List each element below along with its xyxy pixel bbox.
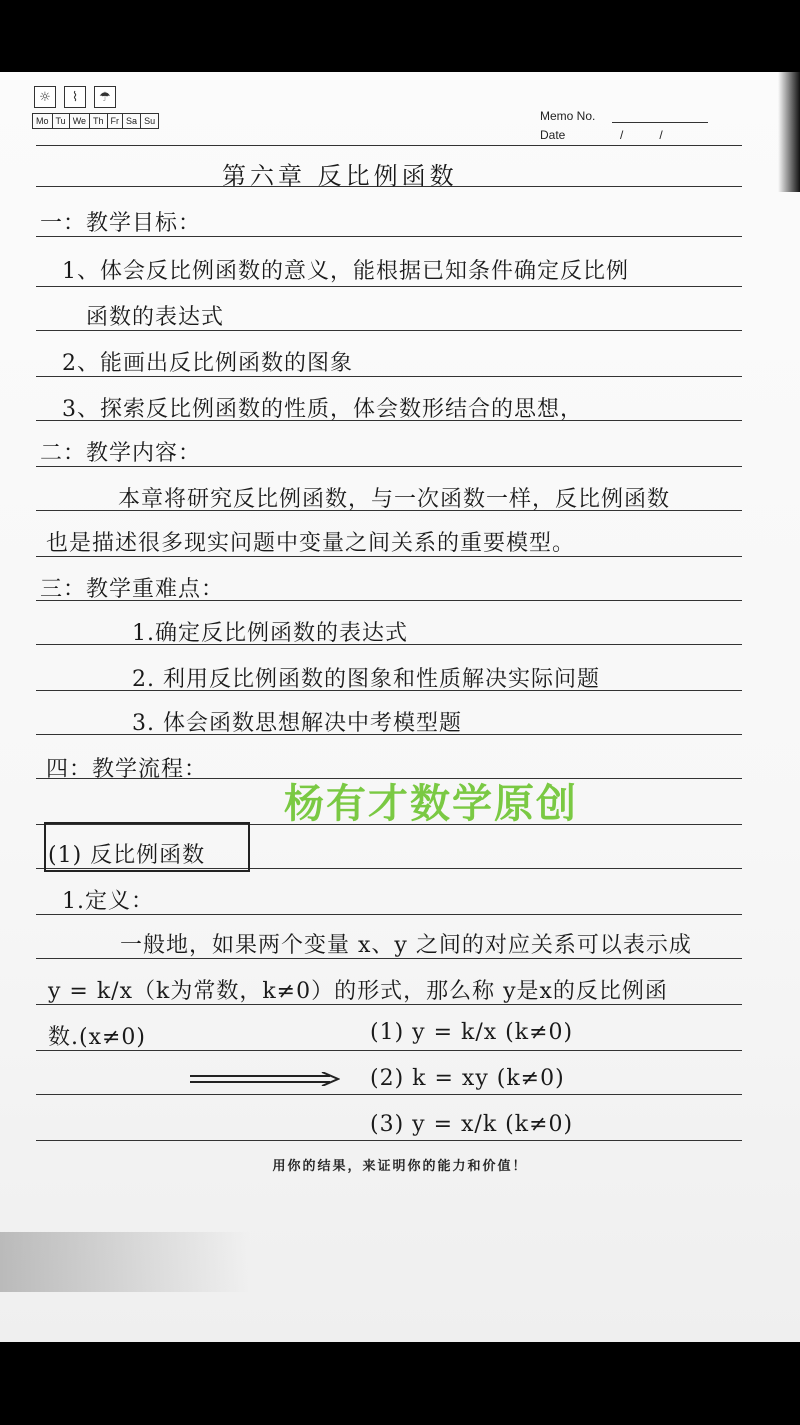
definition-line-a: 一般地，如果两个变量 x、y 之间的对应关系可以表示成 xyxy=(120,933,692,958)
section-3-heading: 三：教学重难点： xyxy=(40,577,225,602)
page-edge-shadow xyxy=(778,72,800,192)
objective-2: 2、能画出反比例函数的图象 xyxy=(62,351,353,376)
ruled-line xyxy=(36,145,742,146)
weekday-fr: Fr xyxy=(108,114,124,128)
objective-1-line-a: 1、体会反比例函数的意义，能根据已知条件确定反比例 xyxy=(62,259,629,284)
objective-3: 3、探索反比例函数的性质，体会数形结合的思想， xyxy=(62,397,583,422)
weekday-we: We xyxy=(70,114,90,128)
section-1-heading: 一：教学目标： xyxy=(40,211,202,236)
definition-line-c: 数.(x≠0) xyxy=(48,1025,146,1050)
content-line-a: 本章将研究反比例函数，与一次函数一样，反比例函数 xyxy=(118,487,671,512)
ruled-line xyxy=(36,1094,742,1095)
ruled-line xyxy=(36,286,742,287)
footer-motto: 用你的结果，来证明你的能力和价值！ xyxy=(272,1159,528,1174)
date-label: Date xyxy=(540,128,566,142)
content-line-b: 也是描述很多现实问题中变量之间关系的重要模型。 xyxy=(46,531,576,556)
weather-icons xyxy=(34,86,116,108)
definition-line-b: y = k/x（k为常数，k≠0）的形式，那么称 y是x的反比例函 xyxy=(48,979,668,1004)
definition-heading: 1.定义： xyxy=(62,889,154,914)
umbrella-icon: ☂ xyxy=(94,86,116,108)
top-black-bar xyxy=(0,0,800,72)
key-point-2: 2. 利用反比例函数的图象和性质解决实际问题 xyxy=(132,667,600,692)
date-slash-1: / xyxy=(620,128,624,142)
section-4-heading: 四：教学流程： xyxy=(46,757,208,782)
memo-label: Memo No. xyxy=(540,109,596,123)
bottom-black-bar xyxy=(0,1342,800,1425)
formula-2: (2) k = xy (k≠0) xyxy=(370,1066,565,1091)
weekday-sa: Sa xyxy=(123,114,141,128)
ruled-line xyxy=(36,1140,742,1141)
objective-1-line-b: 函数的表达式 xyxy=(86,305,225,330)
weekday-mo: Mo xyxy=(33,114,53,128)
key-point-1: 1.确定反比例函数的表达式 xyxy=(132,621,408,646)
memo-blank xyxy=(612,110,708,123)
weekday-th: Th xyxy=(90,114,108,128)
date-slash-2: / xyxy=(659,128,663,142)
memo-fields xyxy=(540,104,708,142)
watermark-text: 杨有才数学原创 xyxy=(284,781,578,827)
section-2-heading: 二：教学内容： xyxy=(40,441,202,466)
chapter-title: 第六章 反比例函数 xyxy=(222,162,458,190)
sun-icon: ☼ xyxy=(34,86,56,108)
subsection-label: (1) 反比例函数 xyxy=(48,843,206,868)
double-arrow-icon xyxy=(190,1072,340,1086)
formula-1: (1) y = k/x (k≠0) xyxy=(370,1020,574,1045)
weekday-tu: Tu xyxy=(53,114,70,128)
tree-icon: ⌇ xyxy=(64,86,86,108)
weekday-boxes xyxy=(32,113,159,129)
formula-3: (3) y = x/k (k≠0) xyxy=(370,1112,574,1137)
page-smudge xyxy=(0,1232,250,1292)
key-point-3: 3. 体会函数思想解决中考模型题 xyxy=(132,711,462,736)
weekday-su: Su xyxy=(144,116,156,126)
